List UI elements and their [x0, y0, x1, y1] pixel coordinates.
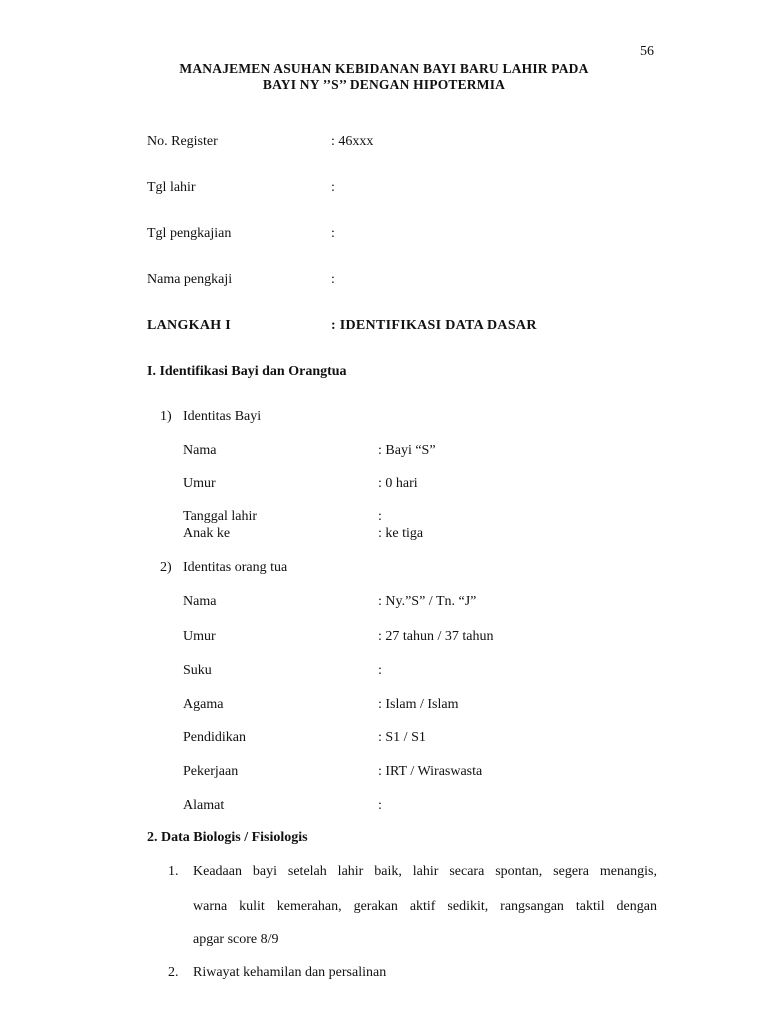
item1-line1: Keadaan bayi setelah lahir baik, lahir secara spontan, segera menangis,: [193, 864, 657, 879]
section2-heading: 2. Data Biologis / Fisiologis: [147, 830, 308, 845]
step-value: : IDENTIFIKASI DATA DASAR: [331, 318, 537, 333]
field-value-no-register: : 46xxx: [331, 134, 374, 149]
field-label-tgl-pengkajian: Tgl pengkajian: [147, 226, 232, 241]
parent-field-label-pendidikan: Pendidikan: [183, 730, 246, 745]
sub2-title: Identitas orang tua: [183, 560, 288, 575]
parent-field-value-suku: :: [378, 663, 382, 678]
sub2-number: 2): [160, 560, 172, 575]
item2-line1: Riwayat kehamilan dan persalinan: [193, 965, 387, 980]
field-label-tgl-lahir: Tgl lahir: [147, 180, 196, 195]
item1-line2: warna kulit kemerahan, gerakan aktif sedikit, rangsangan taktil dengan: [193, 899, 657, 914]
parent-field-value-pekerjaan: : IRT / Wiraswasta: [378, 764, 483, 779]
parent-field-label-nama: Nama: [183, 594, 217, 609]
sub1-number: 1): [160, 409, 172, 424]
page-number: 56: [640, 44, 654, 59]
parent-field-value-nama: : Ny.”S” / Tn. “J”: [378, 594, 477, 609]
baby-field-label-anak-ke: Anak ke: [183, 526, 231, 541]
baby-field-value-umur: : 0 hari: [378, 476, 418, 491]
parent-field-label-pekerjaan: Pekerjaan: [183, 764, 239, 779]
baby-field-label-nama: Nama: [183, 443, 217, 458]
section1-heading: I. Identifikasi Bayi dan Orangtua: [147, 364, 347, 379]
field-value-tgl-lahir: :: [331, 180, 335, 195]
baby-field-value-anak-ke: : ke tiga: [378, 526, 424, 541]
sub1-title: Identitas Bayi: [183, 409, 262, 424]
parent-field-value-agama: : Islam / Islam: [378, 697, 459, 712]
baby-field-value-tanggal-lahir: :: [378, 509, 382, 524]
baby-field-label-umur: Umur: [183, 476, 216, 491]
field-label-no-register: No. Register: [147, 134, 218, 149]
parent-field-label-suku: Suku: [183, 663, 212, 678]
parent-field-label-umur: Umur: [183, 629, 216, 644]
parent-field-value-umur: : 27 tahun / 37 tahun: [378, 629, 494, 644]
baby-field-value-nama: : Bayi “S”: [378, 443, 436, 458]
item1-number: 1.: [168, 864, 179, 879]
item2-number: 2.: [168, 965, 179, 980]
document-title-line1: MANAJEMEN ASUHAN KEBIDANAN BAYI BARU LAHIR PADA: [179, 61, 589, 76]
baby-field-label-tanggal-lahir: Tanggal lahir: [183, 509, 258, 524]
field-label-nama-pengkaji: Nama pengkaji: [147, 272, 233, 287]
parent-field-label-agama: Agama: [183, 697, 224, 712]
parent-field-value-pendidikan: : S1 / S1: [378, 730, 426, 745]
item1-line3: apgar score 8/9: [193, 932, 279, 947]
parent-field-value-alamat: :: [378, 798, 382, 813]
parent-field-label-alamat: Alamat: [183, 798, 225, 813]
field-value-nama-pengkaji: :: [331, 272, 335, 287]
field-value-tgl-pengkajian: :: [331, 226, 335, 241]
step-label: LANGKAH I: [147, 318, 231, 333]
document-title-line2: BAYI NY ’’S’’ DENGAN HIPOTERMIA: [262, 77, 506, 92]
